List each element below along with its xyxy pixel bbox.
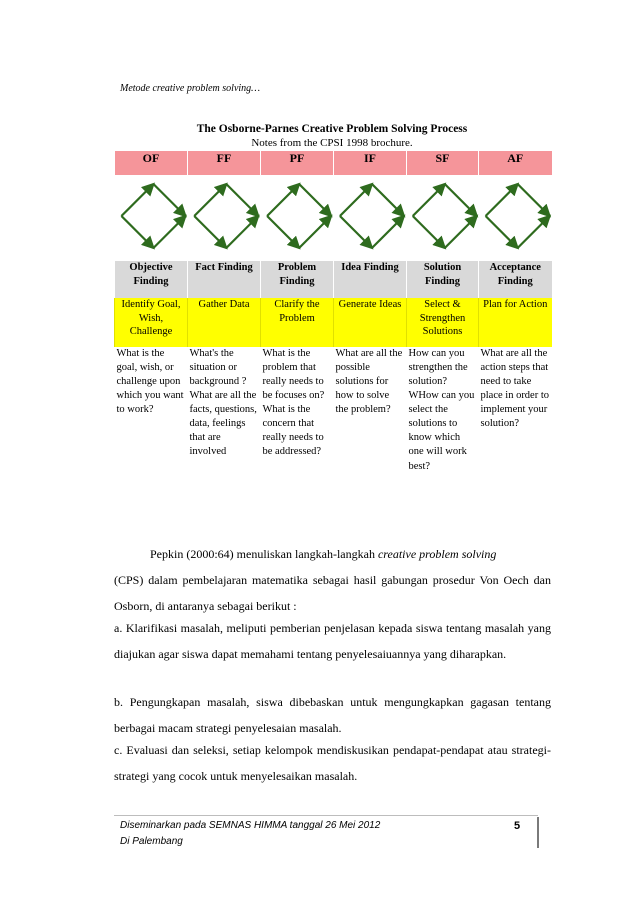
diagram-title: The Osborne-Parnes Creative Problem Solving Process: [196, 123, 468, 135]
intro-text-a: Pepkin (2000:64) menuliskan langkah-langkah: [150, 547, 378, 561]
diamond-arrow: [412, 184, 444, 216]
stage-question: What are all the possible solutions for how to solve the problem?: [335, 348, 403, 416]
stage-name: Acceptance Finding: [479, 261, 552, 298]
stage-name: Objective Finding: [115, 261, 188, 298]
stage-abbr: OF: [115, 151, 188, 175]
diverge-converge-diagram: [117, 175, 554, 258]
running-header: Metode creative problem solving…: [120, 83, 261, 94]
stage-question: How can you strengthen the solution? WHow can you select the solutions to know which one will work best?: [408, 348, 475, 472]
diamond-arrow: [194, 184, 226, 216]
stage-action: Identify Goal, Wish, Challenge: [115, 298, 188, 347]
stage-question: What are all the action steps that need to take place in order to implement your solution?: [480, 348, 550, 430]
footer-line-1: Diseminarkan pada SEMNAS HIMMA tanggal 26 Mei 2012: [120, 820, 381, 831]
footer-divider: [114, 815, 538, 816]
diamond-arrow: [371, 216, 403, 248]
stage-name: Fact Finding: [188, 261, 261, 298]
stage-name: Solution Finding: [407, 261, 479, 298]
diamond-arrow: [267, 184, 299, 216]
diamond-arrow: [339, 184, 371, 216]
diamond-arrow: [412, 216, 444, 248]
stage-action: Gather Data: [188, 298, 261, 347]
list-item-c: c. Evaluasi dan seleksi, setiap kelompok mendiskusikan pendapat-pendapat atau strategi-strategi yang cocok untuk menyelesaikan masalah.: [114, 743, 551, 783]
stage-abbr: PF: [261, 151, 334, 175]
diamond-arrow: [517, 216, 549, 248]
stage-question: What is the problem that really needs to be focuses on? What is the concern that really needs to be addressed?: [262, 348, 325, 458]
diamond-diagram-row: [115, 175, 552, 261]
diamond-arrow: [339, 216, 371, 248]
list-item-b: b. Pengungkapan masalah, siswa dibebaskan untuk mengungkapkan gagasan tentang berbagai macam strategi penyelesaian masalah.: [114, 695, 551, 735]
stage-action: Select & Strengthen Solutions: [407, 298, 479, 347]
stage-action: Generate Ideas: [334, 298, 407, 347]
diamond-arrow: [371, 184, 403, 216]
diamond-arrow: [153, 184, 185, 216]
stage-abbr: IF: [334, 151, 407, 175]
diamond-arrow: [444, 216, 476, 248]
diamond-arrow: [299, 216, 331, 248]
diamond-arrow: [517, 184, 549, 216]
intro-paragraph: [114, 541, 551, 567]
stage-question: What is the goal, wish, or challenge upon which you want to work?: [116, 348, 184, 416]
diamond-arrow: [267, 216, 299, 248]
diamond-arrow: [485, 184, 517, 216]
stage-question: What's the situation or background ? What are all the facts, questions, data, feelings that are involved: [189, 348, 257, 458]
intro-italic: creative problem solving: [377, 547, 497, 561]
stage-name: Idea Finding: [334, 261, 407, 298]
diamond-arrow: [121, 216, 153, 248]
diamond-arrow: [226, 216, 258, 248]
stage-name-row: [115, 261, 552, 298]
stage-abbreviation-row: [115, 151, 552, 175]
stage-abbr: FF: [188, 151, 261, 175]
stage-question-row: [115, 347, 552, 474]
stage-action-row: [115, 298, 552, 347]
diagram-subtitle: Notes from the CPSI 1998 brochure.: [251, 137, 413, 149]
diamond-arrow: [299, 184, 331, 216]
stage-name: Problem Finding: [261, 261, 334, 298]
list-item-a: a. Klarifikasi masalah, meliputi pemberian penjelasan kepada siswa tentang masalah yang diajukan agar siswa dapat memahami tentang penyelesaiuannya yang diharapkan.: [114, 621, 551, 661]
page-number: 5: [514, 820, 521, 832]
footer-line-2: Di Palembang: [120, 836, 183, 847]
diamond-arrow: [121, 184, 153, 216]
diamond-arrow: [485, 216, 517, 248]
diamond-arrow: [153, 216, 185, 248]
diamond-arrow: [226, 184, 258, 216]
stage-action: Plan for Action: [479, 298, 552, 347]
intro-continuation: (CPS) dalam pembelajaran matematika sebagai hasil gabungan prosedur Von Oech dan Osborn, di antaranya sebagai berikut :: [114, 573, 551, 613]
stage-abbr: AF: [479, 151, 552, 175]
diamond-arrow: [444, 184, 476, 216]
cps-process-table: [114, 151, 552, 474]
stage-abbr: SF: [407, 151, 479, 175]
diamond-arrow: [194, 216, 226, 248]
stage-action: Clarify the Problem: [261, 298, 334, 347]
page-number-rule: [537, 817, 539, 848]
